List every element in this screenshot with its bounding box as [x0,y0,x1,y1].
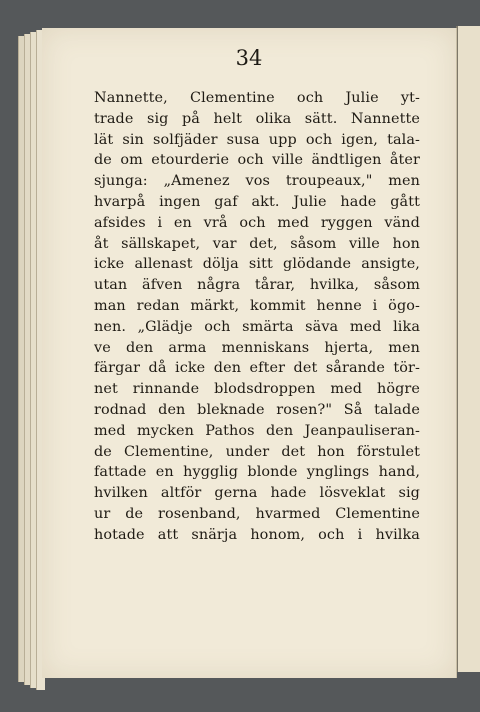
body-text [94,88,420,546]
text-line: hotade att snärja honom, och i hvilka [94,526,420,543]
text-line: med mycken Pathos den Jeanpauliseran- [94,422,420,439]
text-line: Nannette, Clementine och Julie yt- [94,90,420,106]
text-line: de Clementine, under det hon förstulet [94,443,420,460]
text-line: afsides i en vrå och med ryggen vänd [94,214,420,231]
text-line: ve den arma menniskans hjerta, men [94,339,420,356]
text-line: utan äfven några tårar, hvilka, såsom [94,277,420,294]
facing-page-edge [456,26,480,672]
page-number: 34 [235,46,263,70]
text-line: sjunga: „Amenez vos troupeaux," men [94,173,420,190]
text-line: trade sig på helt olika sätt. Nannette [94,110,420,127]
text-line: fattade en hygglig blonde ynglings hand, [94,464,420,481]
text-line: man redan märkt, kommit henne i ögo- [94,297,420,314]
text-line: lät sin solfjäder susa upp och igen, tala- [94,131,420,148]
text-line: åt sällskapet, var det, såsom ville hon [94,235,420,252]
text-line: färgar då icke den efter det sårande tör- [94,360,420,377]
text-line: ur de rosenband, hvarmed Clementine [94,505,420,522]
book-page [42,28,457,678]
text-line: nen. „Glädje och smärta säva med lika [94,318,420,335]
text-line: rodnad den bleknade rosen?" Så talade [94,401,420,418]
text-line: de om etourderie och ville ändtligen åter [94,152,420,169]
text-line: hvilken altför gerna hade lösveklat sig [94,485,420,502]
text-line: net rinnande blodsdroppen med högre [94,381,420,398]
text-line: hvarpå ingen gaf akt. Julie hade gått [94,193,420,210]
text-line: icke allenast dölja sitt glödande ansigte, [94,256,420,273]
